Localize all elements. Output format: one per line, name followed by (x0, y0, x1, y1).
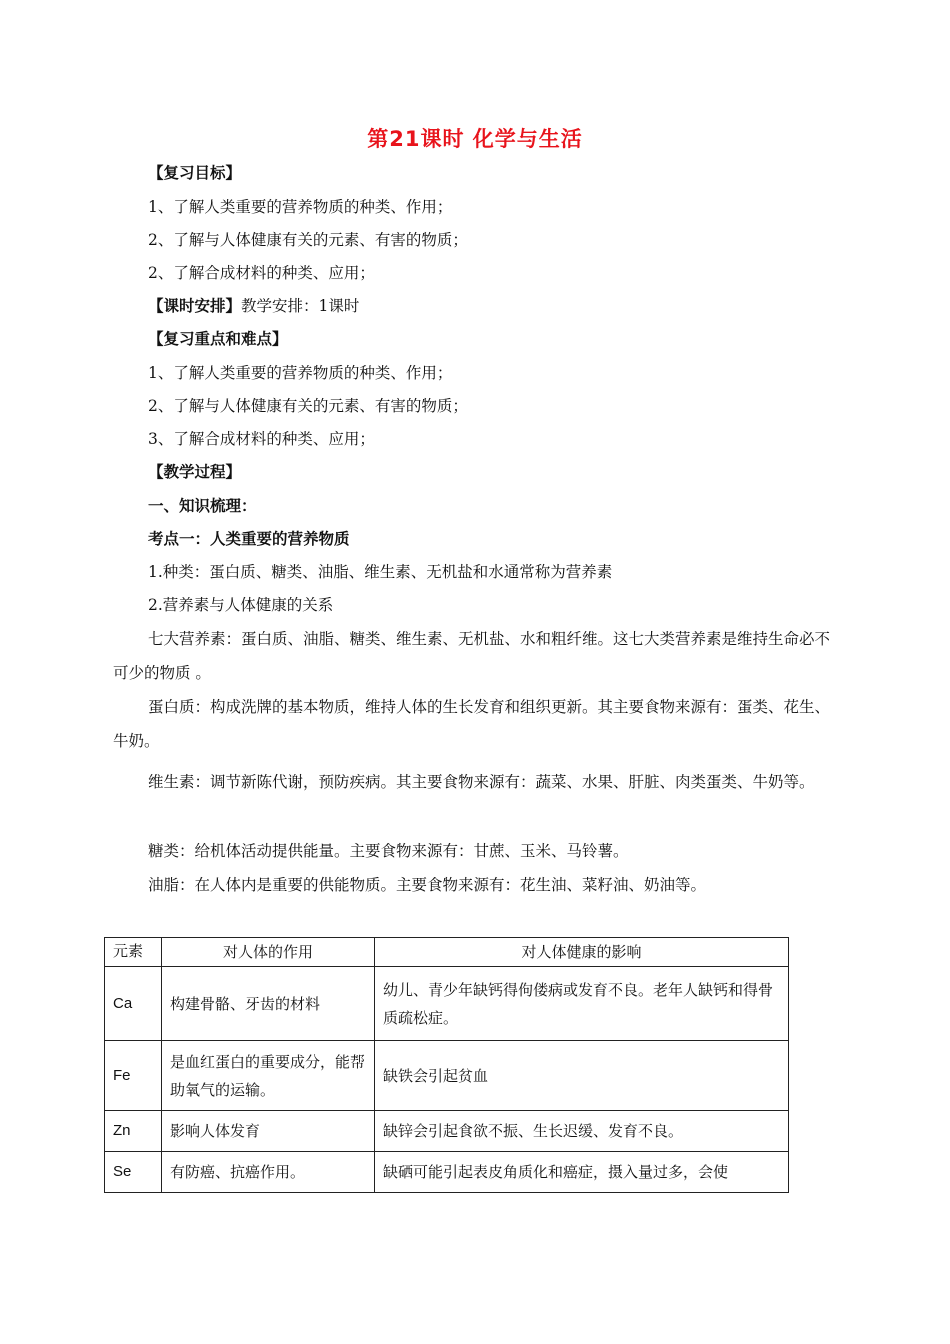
review-goal-item: 2、了解合成材料的种类、应用； (148, 264, 375, 282)
cell-effect: 缺铁会引起贫血 (375, 1041, 789, 1111)
review-goals-heading: 【复习目标】 (148, 164, 242, 182)
paragraph-vitamin: 维生素：调节新陈代谢，预防疾病。其主要食物来源有：蔬菜、水果、肝脏、肉类蛋类、牛奶等。 (148, 773, 815, 791)
key-point-item: 2、了解与人体健康有关的元素、有害的物质； (148, 397, 468, 415)
cell-element: Fe (105, 1041, 162, 1111)
paragraph-sugar: 糖类：给机体活动提供能量。主要食物来源有：甘蔗、玉米、马铃薯。 (148, 842, 629, 860)
key-points-heading: 【复习重点和难点】 (148, 330, 288, 348)
cell-function: 构建骨骼、牙齿的材料 (162, 967, 375, 1041)
cell-function: 影响人体发育 (162, 1111, 375, 1152)
cell-effect: 缺锌会引起食欲不振、生长迟缓、发育不良。 (375, 1111, 789, 1152)
header-element: 元素 (105, 938, 162, 967)
header-function: 对人体的作用 (162, 938, 375, 967)
cell-effect: 幼儿、青少年缺钙得佝偻病或发育不良。老年人缺钙和得骨质疏松症。 (375, 967, 789, 1041)
section-heading: 一、知识梳理： (148, 497, 257, 515)
cell-element: Zn (105, 1111, 162, 1152)
key-point-item: 3、了解合成材料的种类、应用； (148, 430, 375, 448)
review-goal-item: 1、了解人类重要的营养物质的种类、作用； (148, 198, 453, 216)
table-row (105, 1152, 789, 1193)
schedule-line (148, 295, 359, 317)
table-row (105, 1111, 789, 1152)
point-relation: 2.营养素与人体健康的关系 (148, 596, 334, 614)
table-row (105, 967, 789, 1041)
process-heading: 【教学过程】 (148, 463, 242, 481)
paragraph-nutrients: 七大营养素：蛋白质、油脂、糖类、维生素、无机盐、水和粗纤维。这七大类营养素是维持生命必不可少的物质 。 (113, 630, 831, 682)
table-header-row (105, 938, 789, 967)
cell-element: Ca (105, 967, 162, 1041)
table-row (105, 1041, 789, 1111)
cell-function: 有防癌、抗癌作用。 (162, 1152, 375, 1193)
header-effect: 对人体健康的影响 (375, 938, 789, 967)
cell-effect: 缺硒可能引起表皮角质化和癌症，摄入量过多，会使 (375, 1152, 789, 1193)
cell-element: Se (105, 1152, 162, 1193)
point-types: 1.种类：蛋白质、糖类、油脂、维生素、无机盐和水通常称为营养素 (148, 563, 613, 581)
topic-heading: 考点一：人类重要的营养物质 (148, 530, 350, 548)
schedule-text: 教学安排：1课时 (241, 297, 360, 315)
paragraph-protein: 蛋白质：构成洗牌的基本物质，维持人体的生长发育和组织更新。其主要食物来源有：蛋类、花生、牛奶。 (113, 698, 831, 750)
paragraph-fat: 油脂：在人体内是重要的供能物质。主要食物来源有：花生油、菜籽油、奶油等。 (148, 876, 707, 894)
review-goal-item: 2、了解与人体健康有关的元素、有害的物质； (148, 231, 468, 249)
key-point-item: 1、了解人类重要的营养物质的种类、作用； (148, 364, 453, 382)
page-title: 第21课时 化学与生活 (367, 127, 583, 151)
schedule-heading: 【课时安排】 (148, 297, 242, 315)
cell-function: 是血红蛋白的重要成分，能帮助氧气的运输。 (162, 1041, 375, 1111)
element-table (104, 937, 789, 1193)
